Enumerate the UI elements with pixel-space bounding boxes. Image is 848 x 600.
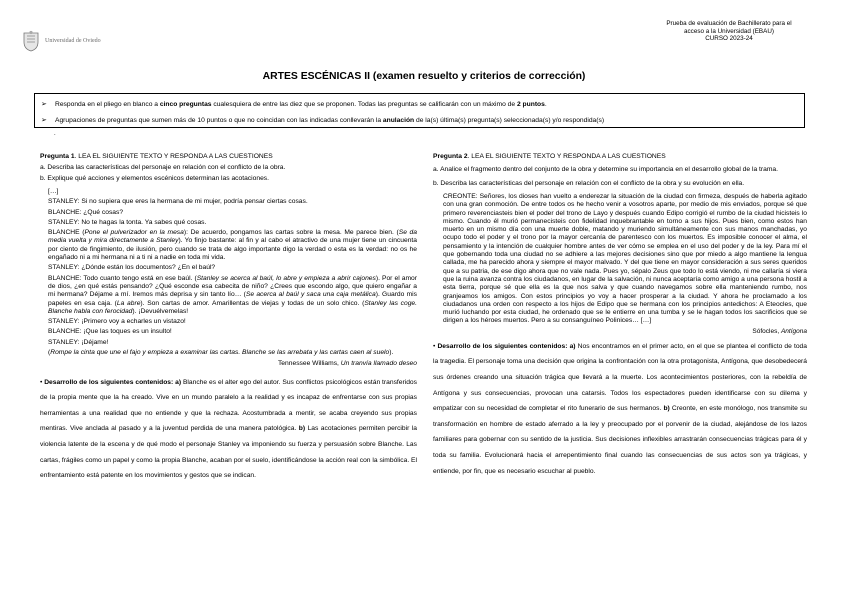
question-2-answer: • Desarrollo de los siguientes contenidos: a) Nos encontramos en el primer acto, en el que se plantea el conflicto de toda la tragedia. El personaje toma una decisión que origina la confrontación con la otra protagonista, Antígona, que desobedecerá sus órdenes creando una situación trágica que llevará a la muerte. Los acontecimientos posteriores, con la rebeldía de Antígona y sus consecuencias, provocan una catarsis. Todos los espectadores pueden identificarse con su dilema y empatizar con su necesidad de completar el rito funerario de sus hermanos. b) Creonte, en este monólogo, nos transmite su transformación en hombre de estado aferrado a la ley y preocupado por el porvenir de la ciudad, alejándose de los lazos familiares para gobernar con su sentido de la justicia. Sus decisiones inflexibles arrastrarán consecuencias trágicas para él y toda su familia. Evolucionará hacia el arrepentimiento final cuando las consecuencias de sus actos son ya trágicas, y entiende, por fin, que es necesario escuchar al pueblo.: [433, 342, 808, 475]
university-logo-text: Universidad de Oviedo: [45, 38, 101, 44]
question-2-item-a: a. Analice el fragmento dentro del conjunto de la obra y determine su importancia en el desarrollo global de la trama.: [433, 166, 778, 173]
university-crest-icon: [22, 30, 40, 52]
question-2-source: Sófocles, Antígona: [752, 327, 807, 335]
question-1: [40, 151, 417, 484]
question-1-heading: Pregunta 1. LEA EL SIGUIENTE TEXTO Y RESPONDA A LAS CUESTIONES: [40, 153, 273, 160]
page-title: ARTES ESCÉNICAS II (examen resuelto y criterios de corrección): [262, 71, 586, 82]
question-1-item-b: b. Explique qué acciones y elementos escénicos determinan las acotaciones.: [40, 175, 269, 182]
question-2-item-b: b. Describa las características del personaje en relación con el conflicto de la obra y su evolución en ella.: [433, 180, 745, 187]
question-2-excerpt: CREONTE: Señores, los dioses han vuelto a enderezar la situación de la ciudad con firmeza, después de haberla agitado con una gran conmoción. De entre todos os he hecho venir a vosotros aparte, por medio de mis enviados, porque sé que primero reverenciasteis bien el poder del trono de Layo y después cuando Edipo corrigió el rumbo de la ciudad hicisteis lo mismo. Cuando él murió permanecisteis con fidelidad inquebrantable en torno a sus hijos. Pues bien, como estos han muerto en un mismo día con una muerte doble, matando y muriendo simultáneamente con sus manos manchadas, yo ocupo todo el poder y el trono por la mayor cercanía de parentesco con los muertos. Es imposible conocer el alma, el pensamiento y la intención de cualquier hombre antes de ver cómo se emplea en el uso del poder y de la ley. Para mí el que gobernando toda una ciudad no se adhiere a las mejores decisiones sino que por miedo a algo mantiene la lengua callada, me ha parecido ahora y siempre el mayor malvado. Y del que tiene en mayor consideración a sus seres queridos que a su patria, de ese digo ahora que no vale nada. Pues yo, sépalo Zeus que todo lo está viendo, ni me callaría si viera que la ruina avanza contra los ciudadanos, en lugar de la salvación, ni nunca aceptaría como amigo a una persona hostil a esta tierra, porque sé que ella es la que nos salva y que cuando navegamos sobre ella manteniendo rumbo, nos granjeamos los amigos. Con estos principios yo voy a hacer prosperar a la ciudad. Y ahora he proclamado a los ciudadanos una orden con respecto a los hijos de Edipo que se hermana con los principios antedichos: A Eteocles, que murió luchando por esta ciudad, he ordenado que se le entierre en una tumba y se le hagan todos los sacrificios que se dirigen a los héroes muertos. Pero a su consanguíneo Polinices… […]: [443, 193, 807, 325]
instruction-line: ➢ Agrupaciones de preguntas que sumen más de 10 puntos o que no coincidan con las indicadas conllevarán la anulación de la(s) última(s) pregunta(s) seleccionada(s) y/o respondida(s): [41, 114, 798, 127]
stray-dot: .: [54, 131, 56, 137]
exam-info: Prueba de evaluación de Bachillerato para el acceso a la Universidad (EBAU) CURSO 2023-24: [666, 20, 792, 43]
instruction-line: ➢ Responda en el pliego en blanco a cinco preguntas cualesquiera de entre las diez que se proponen. Todas las preguntas se calificarán con un máximo de 2 puntos.: [41, 98, 798, 111]
question-1-source: Tennessee Williams, Un tranvía llamado deseo: [277, 360, 417, 368]
instructions-box: [34, 93, 805, 128]
question-1-answer: • Desarrollo de los siguientes contenidos: a) Blanche es el alter ego del autor. Sus conflictos psicológicos están transferidos de la propia mente que la ha creado. Vive en un mundo paralelo a la realidad y es incapaz de enfrentarse con sus propias herramientas a una realidad que no entiende y que la rechaza. Acostumbrada a mentir, se acaba creyendo sus propias mentiras. Vive anclada al pasado y a la juventud perdida de una manera patológica. b) Las acotaciones permiten percibir la violencia latente de la escena y de qué modo el personaje Stanley va imponiendo su fuerza y persuasión sobre Blanche. Las cartas, frágiles como un papel y como la propia Blanche, acaban por el suelo, identificándose la acción real con la simbólica. El enfrentamiento está patente en los movimientos y gestos que se indican.: [40, 378, 418, 480]
arrow-bullet-icon: ➢: [41, 117, 47, 124]
question-1-excerpt: […] STANLEY: Si no supiera que eres la hermana de mi mujer, podría pensar ciertas cosas. BLANCHE: ¿Qué cosas? STANLEY: No te hagas la tonta. Ya sabes qué cosas. BLANCHE (Pone el pulverizador en la mesa): De acuerdo, pongamos las cartas sobre la mesa. Me parece bien. (Se da media vuelta y mira directamente a Stanley). Yo finjo bastante: al fin y al cabo el atractivo de una mujer tiene un cincuenta por ciento de fingimiento, de ilusión, pero cuando se trata de algo importante digo la verdad o esta es la verdad: no os he engañado ni a mi hermana ni a ti ni a nadie en toda mi vida. STANLEY: ¿Dónde están los documentos? ¿En el baúl? BLANCHE: Todo cuanto tengo está en ese baúl. (Stanley se acerca al baúl, lo abre y empieza a abrir cajones). Por el amor de dios, ¿en qué estás pensando? ¿Qué esconde esa cabecita de niño? ¿Crees que escondo algo, que quiero engañar a mi hermana? Déjame a mí. Iremos más deprisa y sin tanto lío… (Se acerca al baúl y saca una caja metálica). Guardo mis papeles en esa caja. (La abre). Son cartas de amor. Amarillentas de viejas y todas de un solo chico. (Stanley las coge. Blanche habla con ferocidad). ¡Devuélvemelas! STANLEY: ¡Primero voy a echarles un vistazo! BLANCHE: ¡Que las toques es un insulto! STANLEY: ¡Déjame! (Rompe la cinta que une el fajo y empieza a examinar las cartas. Blanche se las arrebata y las cartas caen al suelo). Tennessee Williams, Un tranvía llamado deseo: [48, 188, 418, 368]
question-2-heading: Pregunta 2. LEA EL SIGUIENTE TEXTO Y RESPONDA A LAS CUESTIONES: [433, 153, 666, 160]
question-1-item-a: a. Describa las características del personaje en relación con el conflicto de la obra.: [40, 164, 286, 171]
question-2: [433, 151, 807, 479]
arrow-bullet-icon: ➢: [41, 101, 47, 108]
